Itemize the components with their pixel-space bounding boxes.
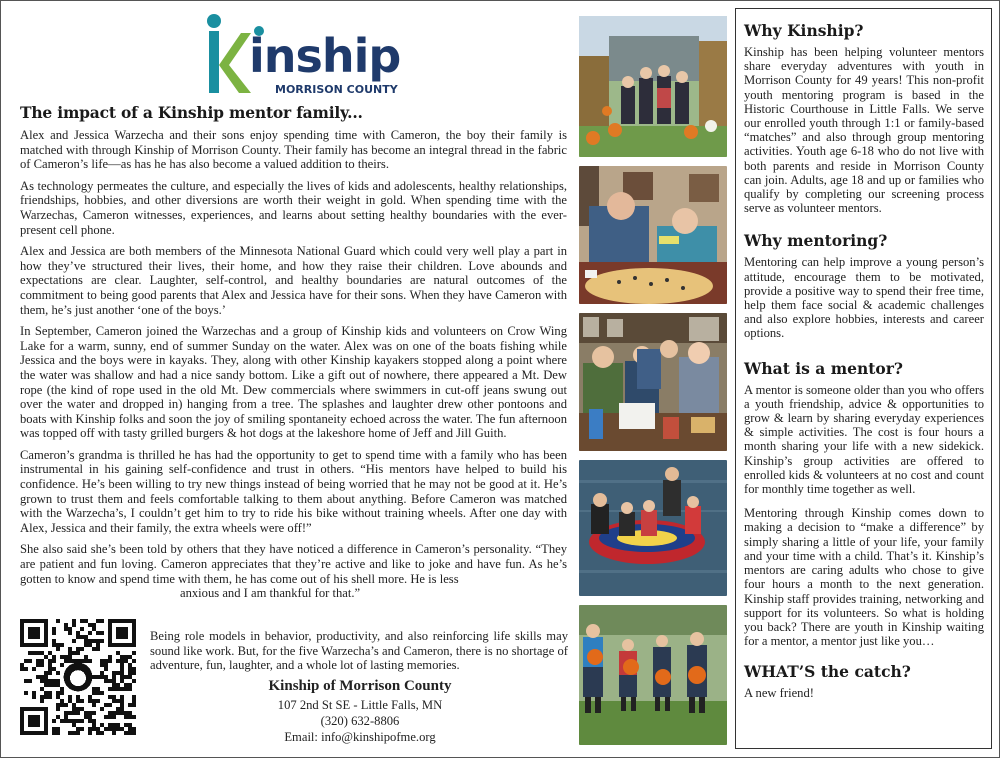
article-headline: The impact of a Kinship mentor family... <box>20 103 363 122</box>
article-paragraph: Cameron’s grandma is thrilled he has had the opportunity to get to spend time with a family who has been instrumental in his gaining self-confidence and trust in others. “His mentors have helped to build his confidence. He’s been willing to try new things instead of being worried that he may not be good at it. He’s grown to trust them and feels comfortable talking to them about anything. Before Cameron was matched with the Warzecha’s, I couldn’t get him to try to ride his bike without training wheels. After one day with Alex, Jessica and their family, the extra wheels were off!” <box>20 447 567 535</box>
org-email[interactable]: Email: info@kinshipofme.org <box>284 730 436 744</box>
sidebar-paragraph: Mentoring can help improve a young person’s attitude, encourage them to be motivated, provide a positive way to spend their free time, help them face social & academic challenges and also explore hobbies, interests and career options. <box>744 255 984 341</box>
org-phone[interactable]: (320) 632-8806 <box>320 714 400 728</box>
closing <box>150 629 568 673</box>
sidebar-heading-why-kinship: Why Kinship? <box>744 21 864 40</box>
article-paragraph: As technology permeates the culture, and especially the lives of kids and adolescents, healthy relationships, friendships, hobbies, and other diversions are worth their weight in gold. When spending time with the Warzechas, Cameron witnesses, experiences, and learns about setting healthy boundaries with the ever-present cell phone. <box>20 178 567 237</box>
article-continuation: anxious and I am thankful for that.” <box>180 586 361 601</box>
photo-column <box>579 16 727 745</box>
contact-block <box>201 678 519 745</box>
sidebar-heading-why-mentoring: Why mentoring? <box>744 231 888 251</box>
photo-tube-water <box>579 460 727 596</box>
logo-wordmark: inship <box>249 29 401 83</box>
kinship-logo <box>201 7 401 97</box>
article <box>20 103 567 601</box>
article-paragraph: She also said she’s been told by others that they have noticed a difference in Cameron’s personality. “They are patient and fun loving. Cameron appreciates that they’re active and like to joke and have fun. As he’s gotten to know and spend time with them, he has come out of his shell more. He is less <box>20 542 567 586</box>
article-paragraph: Alex and Jessica are both members of the Minnesota National Guard which could very well play a part in how they’ve structured their lives, their home, and how they raise their children. Love abounds and expectations are clear. Laughter, self-control, and healthy boundaries are natural outcomes of the commitment to being good parents that Alex and Jessica have for their sons. When they have Cameron with them, he’s just another ‘one of the boys.’ <box>20 244 567 317</box>
qr-code[interactable] <box>20 619 136 735</box>
photo-family-pumpkins <box>579 16 727 157</box>
org-name: Kinship of Morrison County <box>268 678 452 694</box>
sidebar-paragraph: Mentoring through Kinship comes down to making a decision to “make a difference” by simply sharing a little of your life, your family and your time with a child. That’s it. Kinship’s mentors are caring adults who chose to give four hours a month to the next generation. Kinship staff provides training, networking and support for its volunteers. So what is holding you back? There are youth in Kinship waiting for a mentor, a mentor just like you… <box>744 506 984 649</box>
logo-subtitle: MORRISON COUNTY <box>275 83 398 96</box>
sidebar-paragraph: A mentor is someone older than you who offers a youth friendship, advice & opportunities to grow & learn by sharing everyday experiences & simple activities. The cost is four hours a month sharing your life with a new sidekick. Kinship’s group activities are offered to enrolled kids & volunteers at no cost and count for monthly time together as well. <box>744 382 984 497</box>
closing-paragraph: Being role models in behavior, productivity, and also reinforcing life skills may sound like work. But, for the five Warzecha’s and Cameron, there is no shortage of adventure, fun, laughter, and a whole lot of lasting memories. <box>150 629 568 673</box>
photo-group-dinner <box>579 313 727 451</box>
article-paragraph: In September, Cameron joined the Warzechas and a group of Kinship kids and volunteers on Crow Wing Lake for a warm, sunny, end of summer Sunday on the water. Alex was on one of the boats fishing while Jessica and the boys were in kayaks. They, along with other Kinship kayakers stopped along a point where the water was shallow and had a nice sandy bottom. Like a gift out of nowhere, there appeared a Mt. Dew rope (the kind of rope used in the old Mt. Dew commercials where swimmers in cut-off jeans swung out over the water and dropped in) hanging from a tree. The splashes and laughter drew other pontoons and boats with Kinship folks and soon the joy of smiling spontaneity echoed across the water. The fun afternoon was topped off with tasty grilled burgers & hot dogs at the lakeshore home of Jeff and Jill Guith. <box>20 324 567 441</box>
article-paragraph: Alex and Jessica Warzecha and their sons enjoy spending time with Cameron, the boy their family is matched with through Kinship of Morrison County. Their family has become an integral thread in the fabric of Cameron’s life—as has he has also become a valued addition to theirs. <box>20 128 567 172</box>
sidebar-paragraph: A new friend! <box>744 686 814 701</box>
info-sidebar <box>735 8 992 749</box>
org-address: 107 2nd St SE - Little Falls, MN <box>277 698 443 712</box>
sidebar-paragraph: Kinship has been helping volunteer mentors share everyday adventures with youth in Morrison County for 49 years! This non-profit youth mentoring program is based in the Historic Courthouse in Little Falls. We serve our enrolled youth through 1:1 or family-based “matches” and also through group mentoring activities. Youth age 6-18 who do not live with both parents and reside in Morrison County can join. Adults, age 18 and up or families who qualify by completing our screening process serve as volunteer mentors. <box>744 45 984 216</box>
photo-kids-pumpkins <box>579 605 727 745</box>
sidebar-heading-whats-catch: WHAT’S the catch? <box>744 662 911 682</box>
photo-board-game <box>579 166 727 304</box>
sidebar-heading-what-is-mentor: What is a mentor? <box>744 358 904 378</box>
